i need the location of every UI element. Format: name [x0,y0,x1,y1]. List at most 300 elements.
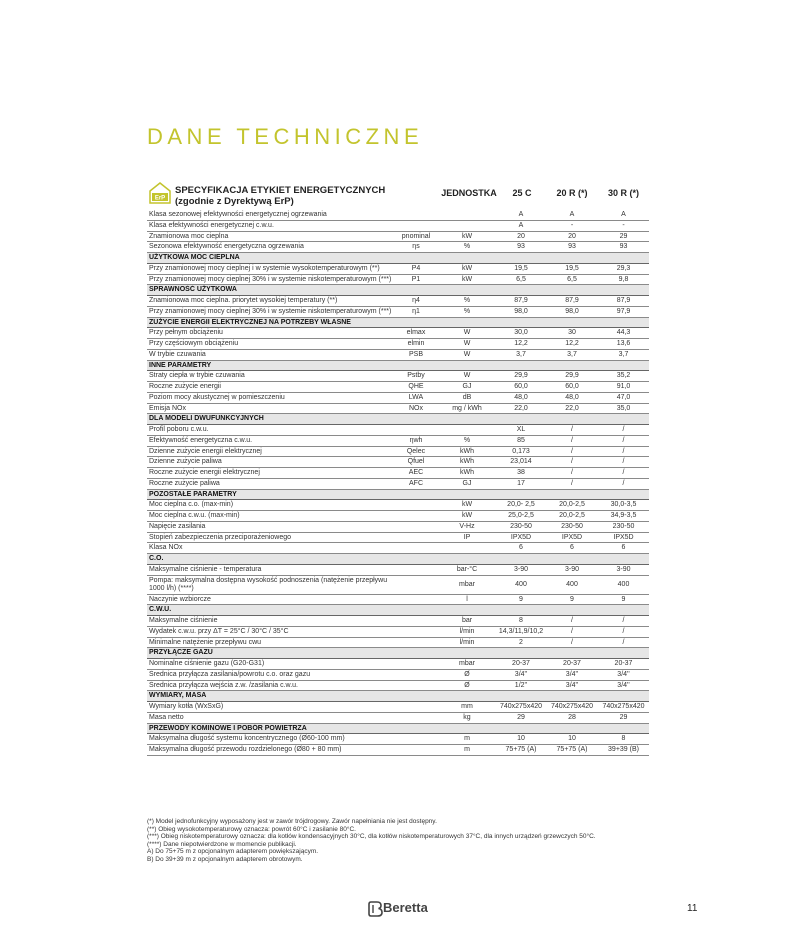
section-header-row [147,691,649,702]
section-title: INNE PARAMETRY [147,360,649,371]
section-title: C.W.U. [147,605,649,616]
table-row [147,349,649,360]
row-symbol [394,745,438,756]
row-unit: l/min [438,637,496,648]
row-symbol: ηwh [394,435,438,446]
value-20r: 230-50 [546,521,598,532]
row-label: Straty ciepła w trybie czuwania [147,371,394,382]
row-symbol: P4 [394,263,438,274]
row-label: Wydatek c.w.u. przy ΔT = 25°C / 30°C / 35°C [147,626,394,637]
brand-name: Beretta [383,900,428,915]
value-25c: 38 [496,468,546,479]
value-25c: 3,7 [496,349,546,360]
section-title: POZOSTAŁE PARAMETRY [147,489,649,500]
value-30r: 3-90 [598,564,649,575]
table-row [147,521,649,532]
section-header-row [147,317,649,328]
value-30r: 3/4'' [598,669,649,680]
table-row [147,511,649,522]
row-symbol: pnominal [394,231,438,242]
value-25c: 3-90 [496,564,546,575]
section-header-row [147,605,649,616]
row-symbol: LWA [394,392,438,403]
section-header-row [147,253,649,264]
row-unit: kg [438,712,496,723]
row-unit: W [438,339,496,350]
row-label: Roczne zużycie energii elektrycznej [147,468,394,479]
footnotes [147,818,667,864]
value-30r: / [598,626,649,637]
value-30r: / [598,435,649,446]
row-symbol [394,669,438,680]
row-label: Moc cieplna c.o. (max-min) [147,500,394,511]
value-30r: 13,6 [598,339,649,350]
row-label: Masa netto [147,712,394,723]
section-title: SPRAWNOŚĆ UŻYTKOWA [147,285,649,296]
row-unit: mm [438,702,496,713]
row-label: Przy znamionowej mocy cieplnej i w systemie wysokotemperaturowym (**) [147,263,394,274]
row-label: Profil poboru c.w.u. [147,425,394,436]
value-30r: / [598,616,649,627]
value-30r: / [598,457,649,468]
row-symbol [394,511,438,522]
value-30r: 44,3 [598,328,649,339]
value-25c: 0,173 [496,446,546,457]
row-unit: % [438,306,496,317]
section-title: C.O. [147,554,649,565]
value-25c: 2 [496,637,546,648]
row-symbol [394,575,438,594]
row-label: Napięcie zasilania [147,521,394,532]
row-unit: dB [438,392,496,403]
value-30r: 34,9-3,5 [598,511,649,522]
row-symbol [394,712,438,723]
table-row [147,425,649,436]
row-label: Maksymalna długość systemu koncentrycznego (Ø60-100 mm) [147,734,394,745]
value-30r: / [598,468,649,479]
page-number: 11 [687,903,698,914]
value-30r: 93 [598,242,649,253]
row-unit: W [438,371,496,382]
value-20r: / [546,637,598,648]
row-label: W trybie czuwania [147,349,394,360]
table-row [147,468,649,479]
table-heading-line2: (zgodnie z Dyrektywą ErP) [175,196,294,207]
table-row [147,532,649,543]
value-20r: 6 [546,543,598,554]
spec-table [147,210,649,756]
footnote: (****) Dane niepotwierdzone w momencie publikacji. [147,840,297,848]
value-20r: 3-90 [546,564,598,575]
row-symbol [394,532,438,543]
row-label: Przy znamionowej mocy cieplnej 30% i w systemie niskotemperaturowym (***) [147,306,394,317]
table-row [147,594,649,605]
row-unit: % [438,435,496,446]
row-unit: bar-°C [438,564,496,575]
row-label: Nominalne ciśnienie gazu (G20-G31) [147,659,394,670]
row-symbol: AEC [394,468,438,479]
value-25c: 740x275x420 [496,702,546,713]
table-row [147,403,649,414]
table-heading [175,185,385,207]
row-unit: W [438,349,496,360]
column-header-20r: 20 R (*) [556,188,588,198]
table-row [147,435,649,446]
table-row [147,659,649,670]
value-20r: 29,9 [546,371,598,382]
value-25c: 85 [496,435,546,446]
value-20r: 9 [546,594,598,605]
row-unit: GJ [438,478,496,489]
section-header-row [147,360,649,371]
value-20r: 3,7 [546,349,598,360]
row-label: Roczne zużycie paliwa [147,478,394,489]
row-symbol [394,680,438,691]
value-30r: 91,0 [598,382,649,393]
row-unit: % [438,242,496,253]
section-header-row [147,554,649,565]
row-symbol [394,734,438,745]
row-unit: kW [438,500,496,511]
row-label: Stopień zabezpieczenia przeciporażeniowego [147,532,394,543]
table-row [147,734,649,745]
footnote: (*) Model jednofunkcyjny wyposażony jest w zawór trójdrogowy. Zawór napełniania nie jest dostępny. [147,818,437,825]
table-row [147,669,649,680]
value-20r: 19,5 [546,263,598,274]
row-unit: kW [438,263,496,274]
section-title: UŻYTKOWA MOC CIEPLNA [147,253,649,264]
row-symbol [394,616,438,627]
value-25c: 48,0 [496,392,546,403]
row-unit: W [438,328,496,339]
value-25c: A [496,220,546,231]
row-symbol [394,220,438,231]
value-30r: 29 [598,231,649,242]
row-symbol: Qelec [394,446,438,457]
value-30r: / [598,446,649,457]
row-label: Przy częściowym obciążeniu [147,339,394,350]
section-title: DLA MODELI DWUFUNKCYJNYCH [147,414,649,425]
row-label: Sezonowa efektywność energetyczna ogrzewania [147,242,394,253]
row-label: Średnica przyłącza wejścia z.w. /zasilania c.w.u. [147,680,394,691]
row-symbol [394,210,438,220]
value-25c: 6 [496,543,546,554]
value-25c: 60,0 [496,382,546,393]
value-25c: 10 [496,734,546,745]
row-symbol: Pstby [394,371,438,382]
table-row [147,702,649,713]
row-label: Klasa sezonowej efektywności energetycznej ogrzewania [147,210,394,220]
table-row [147,745,649,756]
row-unit: Ø [438,680,496,691]
value-20r: 20 [546,231,598,242]
column-header-unit: JEDNOSTKA [441,188,497,198]
value-30r: 47,0 [598,392,649,403]
value-25c: 3/4'' [496,669,546,680]
value-30r: 35,2 [598,371,649,382]
table-row [147,339,649,350]
row-unit: l [438,594,496,605]
value-25c: 29,9 [496,371,546,382]
value-20r: / [546,626,598,637]
value-20r: 30 [546,328,598,339]
value-25c: 20 [496,231,546,242]
row-unit: l/min [438,626,496,637]
table-row [147,637,649,648]
column-header-30r: 30 R (*) [607,188,639,198]
row-label: Przy znamionowej mocy cieplnej 30% i w systemie niskotemperaturowym (***) [147,274,394,285]
value-20r: / [546,468,598,479]
value-25c: 9 [496,594,546,605]
value-30r: 87,9 [598,296,649,307]
section-header-row [147,414,649,425]
row-label: Klasa NOx [147,543,394,554]
row-label: Maksymalne ciśnienie - temperatura [147,564,394,575]
section-title: PRZEWODY KOMINOWE I POBÓR POWIETRZA [147,723,649,734]
table-row [147,680,649,691]
value-30r: 8 [598,734,649,745]
value-20r: 3/4'' [546,669,598,680]
value-30r: 400 [598,575,649,594]
row-label: Maksymalne ciśnienie [147,616,394,627]
row-symbol [394,626,438,637]
value-25c: 400 [496,575,546,594]
value-20r: / [546,616,598,627]
table-row [147,371,649,382]
footnote: (***) Obieg niskotemperaturowy oznacza: dla kotłów kondensacyjnych 30°C, dla kotłów niskotemperaturowych 37°C, dla innych urządzeń grzewczych 50°C. [147,833,596,841]
row-label: Dzienne zużycie energii elektrycznej [147,446,394,457]
table-row [147,446,649,457]
table-row [147,296,649,307]
row-symbol: Qfuel [394,457,438,468]
table-row [147,712,649,723]
row-unit: bar [438,616,496,627]
row-label: Przy pełnym obciążeniu [147,328,394,339]
row-label: Moc cieplna c.w.u. (max-min) [147,511,394,522]
row-label: Efektywność energetyczna c.w.u. [147,435,394,446]
value-30r: A [598,210,649,220]
table-row [147,231,649,242]
row-unit [438,543,496,554]
value-30r: - [598,220,649,231]
table-row [147,478,649,489]
value-20r: / [546,457,598,468]
value-25c: 6,5 [496,274,546,285]
value-25c: XL [496,425,546,436]
row-unit: m [438,734,496,745]
value-30r: 3/4'' [598,680,649,691]
row-label: Znamionowa moc cieplna [147,231,394,242]
value-25c: 12,2 [496,339,546,350]
row-unit: kW [438,274,496,285]
value-30r: 9,8 [598,274,649,285]
section-header-row [147,489,649,500]
value-20r: IPX5D [546,532,598,543]
table-row [147,210,649,220]
table-row [147,328,649,339]
value-30r: 740x275x420 [598,702,649,713]
value-25c: 8 [496,616,546,627]
value-25c: A [496,210,546,220]
value-25c: 230-50 [496,521,546,532]
value-20r: 22,0 [546,403,598,414]
value-20r: 93 [546,242,598,253]
footnote: A) Do 75+75 m z opcjonalnym adapterem powiększającym. [147,848,319,856]
table-row [147,575,649,594]
value-25c: 19,5 [496,263,546,274]
row-symbol: η4 [394,296,438,307]
row-symbol [394,594,438,605]
row-symbol [394,521,438,532]
value-25c: 93 [496,242,546,253]
value-25c: 23,014 [496,457,546,468]
value-20r: / [546,446,598,457]
value-20r: 20,0-2,5 [546,511,598,522]
row-symbol: η1 [394,306,438,317]
value-25c: 14,3/11,9/10,2 [496,626,546,637]
table-heading-line1: SPECYFIKACJA ETYKIET ENERGETYCZNYCH [175,185,386,196]
row-label: Minimalne natężenie przepływu cwu [147,637,394,648]
row-unit: Ø [438,669,496,680]
value-30r: / [598,637,649,648]
value-25c: 17 [496,478,546,489]
value-25c: 87,9 [496,296,546,307]
section-title: PRZYŁĄCZE GAZU [147,648,649,659]
row-label: Klasa efektywności energetycznej c.w.u. [147,220,394,231]
row-symbol: NOx [394,403,438,414]
value-20r: 6,5 [546,274,598,285]
row-unit: kW [438,231,496,242]
row-label: Znamionowa moc cieplna. priorytet wysokiej temperatury (**) [147,296,394,307]
row-label: Wymiary kotła (WxSxG) [147,702,394,713]
value-20r: 28 [546,712,598,723]
section-header-row [147,285,649,296]
row-unit [438,220,496,231]
erp-badge-text: ErP [154,195,166,202]
section-title: WYMIARY, MASA [147,691,649,702]
row-symbol: elmax [394,328,438,339]
row-unit: kW [438,511,496,522]
table-row [147,392,649,403]
value-20r: 98,0 [546,306,598,317]
value-20r: A [546,210,598,220]
value-20r: 400 [546,575,598,594]
row-unit: kWh [438,468,496,479]
value-25c: 25,0-2,5 [496,511,546,522]
section-header-row [147,723,649,734]
row-symbol [394,425,438,436]
value-30r: 97,9 [598,306,649,317]
value-30r: IPX5D [598,532,649,543]
row-unit: kWh [438,446,496,457]
erp-label-icon [148,182,172,204]
section-title: ZUŻYCIE ENERGII ELEKTRYCZNEJ NA POTRZEBY WŁASNE [147,317,649,328]
value-25c: 20,0- 2,5 [496,500,546,511]
value-20r: 3/4'' [546,680,598,691]
table-row [147,626,649,637]
value-20r: 60,0 [546,382,598,393]
value-20r: / [546,435,598,446]
table-row [147,457,649,468]
row-unit: GJ [438,382,496,393]
page-title: DANE TECHNICZNE [147,124,424,149]
row-label: Roczne zużycie energii [147,382,394,393]
value-20r: / [546,478,598,489]
value-20r: - [546,220,598,231]
value-20r: 75+75 (A) [546,745,598,756]
row-symbol: P1 [394,274,438,285]
table-row [147,500,649,511]
row-unit: % [438,296,496,307]
row-label: Pompa: maksymalna dostępna wysokość podnoszenia (natężenie przepływu 1000 l/h) (****) [147,575,394,594]
table-row [147,543,649,554]
value-20r: 48,0 [546,392,598,403]
value-20r: 740x275x420 [546,702,598,713]
table-row [147,220,649,231]
footnote: B) Do 39+39 m z opcjonalnym adapterem obrotowym. [147,855,303,863]
value-25c: 1/2'' [496,680,546,691]
value-25c: 20-37 [496,659,546,670]
row-label: Maksymalna długość przewodu rozdzielonego (Ø80 + 80 mm) [147,745,394,756]
value-30r: 20-37 [598,659,649,670]
table-row [147,306,649,317]
value-25c: 22,0 [496,403,546,414]
row-symbol [394,637,438,648]
row-symbol [394,543,438,554]
footnote: (**) Obieg wysokotemperaturowy oznacza: powrót 60°C i zasilanie 80°C. [147,825,356,833]
value-20r: 87,9 [546,296,598,307]
value-30r: 3,7 [598,349,649,360]
row-unit: m [438,745,496,756]
row-symbol: elmin [394,339,438,350]
row-unit: mbar [438,575,496,594]
value-25c: IPX5D [496,532,546,543]
row-label: Emisja NOx [147,403,394,414]
table-row [147,564,649,575]
row-unit: mbar [438,659,496,670]
row-unit [438,425,496,436]
row-unit: IP [438,532,496,543]
row-unit: V-Hz [438,521,496,532]
value-30r: 39+39 (B) [598,745,649,756]
value-25c: 30,0 [496,328,546,339]
section-header-row [147,648,649,659]
row-symbol: AFC [394,478,438,489]
row-symbol [394,564,438,575]
value-30r: 30,0-3,5 [598,500,649,511]
table-row [147,274,649,285]
value-30r: 6 [598,543,649,554]
value-20r: 20,0-2,5 [546,500,598,511]
value-25c: 29 [496,712,546,723]
row-symbol: QHE [394,382,438,393]
row-unit [438,210,496,220]
value-30r: 9 [598,594,649,605]
value-30r: / [598,425,649,436]
value-30r: / [598,478,649,489]
row-label: Średnica przyłącza zasilania/powrotu c.o. oraz gazu [147,669,394,680]
value-20r: 12,2 [546,339,598,350]
row-unit: mg / kWh [438,403,496,414]
value-30r: 35,0 [598,403,649,414]
table-row [147,616,649,627]
row-label: Dzienne zużycie paliwa [147,457,394,468]
row-symbol [394,500,438,511]
row-symbol: PSB [394,349,438,360]
value-25c: 75+75 (A) [496,745,546,756]
value-30r: 29 [598,712,649,723]
row-label: Poziom mocy akustycznej w pomieszczeniu [147,392,394,403]
